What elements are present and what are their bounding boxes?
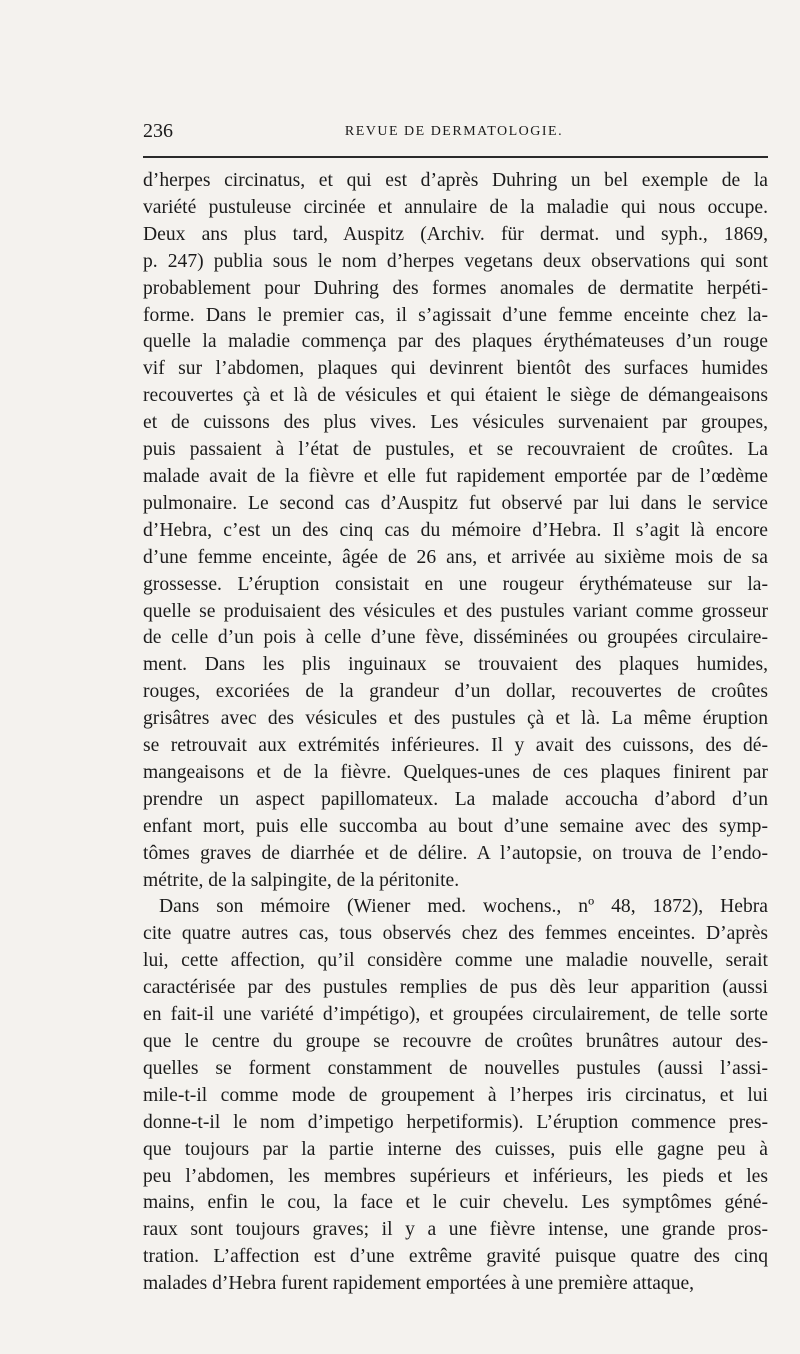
text-line: d’herpes circinatus, et qui est d’après Duhring un bel exemple de la [143,170,768,191]
body-text [143,168,768,1298]
text-line: ment. Dans les plis inguinaux se trouvaient des plaques humides, [143,654,768,676]
text-line: quelle se produisaient des vésicules et des pustules variant comme grosseur [143,600,768,622]
text-line: d’Hebra, c’est un des cinq cas du mémoire d’Hebra. Il s’agit là encore [143,519,768,541]
text-line: mains, enfin le cou, la face et le cuir chevelu. Les symptômes géné- [143,1192,768,1214]
text-line: forme. Dans le premier cas, il s’agissait d’une femme enceinte chez la- [143,304,768,326]
text-line: malade avait de la fièvre et elle fut rapidement emportée par de l’œdème [143,465,768,487]
text-line: que le centre du groupe se recouvre de croûtes brunâtres autour des- [143,1031,768,1052]
text-line: prendre un aspect papillomateux. La malade accoucha d’abord d’un [143,788,768,810]
text-line: peu l’abdomen, les membres supérieurs et inférieurs, les pieds et les [143,1165,768,1187]
text-line: Dans son mémoire (Wiener med. wochens., nº 48, 1872), Hebra [159,896,768,918]
running-title: REVUE DE DERMATOLOGIE. [344,124,564,139]
text-line: variété pustuleuse circinée et annulaire de la maladie qui nous occupe. [143,196,768,218]
text-line: recouvertes çà et là de vésicules et qui étaient le siège de démangeaisons [143,385,768,407]
text-line: tration. L’affection est d’une extrême gravité puisque quatre des cinq [143,1246,768,1268]
text-line: raux sont toujours graves; il y a une fièvre intense, une grande pros- [143,1219,768,1241]
text-line: rouges, excoriées de la grandeur d’un dollar, recouvertes de croûtes [143,681,768,703]
text-line: métrite, de la salpingite, de la péritonite. [143,869,460,891]
text-line: de celle d’un pois à celle d’une fève, disséminées ou groupées circulaire- [143,627,768,649]
text-line: donne-t-il le nom d’impetigo herpetiformis). L’éruption commence pres- [143,1111,768,1133]
page-number: 236 [143,120,173,142]
text-line: quelles se forment constamment de nouvelles pustules (aussi l’assi- [143,1057,768,1079]
text-line: en fait-il une variété d’impétigo), et groupées circulairement, de telle sorte [143,1004,768,1026]
text-line: probablement pour Duhring des formes anomales de dermatite herpéti- [143,277,768,299]
text-line: grossesse. L’éruption consistait en une rougeur érythémateuse sur la- [143,573,768,595]
text-line: grisâtres avec des vésicules et des pustules çà et là. La même éruption [143,708,768,730]
text-line: mile-t-il comme mode de groupement à l’herpes iris circinatus, et lui [143,1084,768,1106]
text-line: Deux ans plus tard, Auspitz (Archiv. für dermat. und syph., 1869, [143,223,768,245]
text-line: caractérisée par des pustules remplies de pus dès leur apparition (aussi [143,977,768,999]
text-line: cite quatre autres cas, tous observés chez des femmes enceintes. D’après [143,923,768,945]
paragraph [143,168,768,894]
text-line: que toujours par la partie interne des cuisses, puis elle gagne peu à [143,1138,768,1160]
text-line: et de cuissons des plus vives. Les vésicules survenaient par groupes, [143,412,768,434]
text-line: vif sur l’abdomen, plaques qui devinrent bientôt des surfaces humides [143,358,768,380]
text-line: d’une femme enceinte, âgée de 26 ans, et arrivée au sixième mois de sa [143,546,768,568]
text-line: se retrouvait aux extrémités inférieures. Il y avait des cuissons, des dé- [143,735,768,757]
text-line: enfant mort, puis elle succomba au bout d’une semaine avec des symp- [143,815,768,837]
paragraph [143,894,768,1298]
text-line: quelle la maladie commença par des plaques érythémateuses d’un rouge [143,331,768,353]
text-line: pulmonaire. Le second cas d’Auspitz fut observé par lui dans le service [143,492,768,514]
page-header [143,120,765,146]
text-line: malades d’Hebra furent rapidement emportées à une première attaque, [143,1273,695,1295]
text-line: lui, cette affection, qu’il considère comme une maladie nouvelle, serait [143,950,768,972]
text-line: mangeaisons et de la fièvre. Quelques-unes de ces plaques finirent par [143,761,768,783]
text-line: puis passaient à l’état de pustules, et se recouvraient de croûtes. La [143,439,768,461]
text-line: p. 247) publia sous le nom d’herpes vegetans deux observations qui sont [143,250,768,272]
text-line: tômes graves de diarrhée et de délire. A l’autopsie, on trouva de l’endo- [143,842,768,864]
header-rule [143,156,768,158]
